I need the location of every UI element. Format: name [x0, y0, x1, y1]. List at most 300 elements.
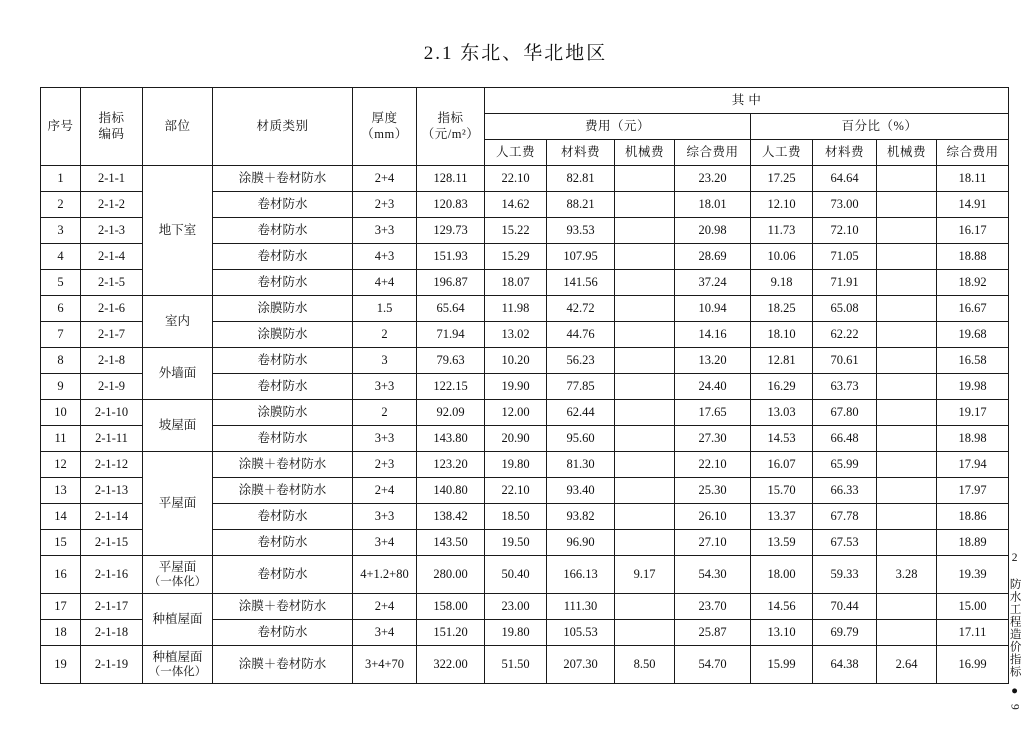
cell-percent-composite: 17.94	[937, 452, 1009, 478]
cell-cost-material: 105.53	[547, 620, 615, 646]
cell-percent-labor: 15.99	[751, 646, 813, 684]
cell-seq: 16	[41, 556, 81, 594]
cell-cost-machine	[615, 478, 675, 504]
cell-seq: 17	[41, 594, 81, 620]
cell-percent-material: 67.80	[813, 400, 877, 426]
header-percent-composite: 综合费用	[937, 140, 1009, 166]
cell-seq: 18	[41, 620, 81, 646]
cell-cost-material: 107.95	[547, 244, 615, 270]
cell-part: 室内	[143, 296, 213, 348]
cell-material: 涂膜＋卷材防水	[213, 452, 353, 478]
cell-material: 卷材防水	[213, 244, 353, 270]
cell-material: 卷材防水	[213, 348, 353, 374]
cell-thickness: 2	[353, 400, 417, 426]
page-title: 2.1 东北、华北地区	[423, 43, 608, 64]
cell-part: 平屋面	[143, 452, 213, 556]
cell-code: 2-1-6	[81, 296, 143, 322]
cell-index: 280.00	[417, 556, 485, 594]
header-percent-machine: 机械费	[877, 140, 937, 166]
cell-percent-machine	[877, 426, 937, 452]
cell-cost-labor: 12.00	[485, 400, 547, 426]
cell-index: 129.73	[417, 218, 485, 244]
cell-cost-machine	[615, 374, 675, 400]
header-index-line1: 指标	[437, 110, 464, 125]
cell-percent-material: 73.00	[813, 192, 877, 218]
cell-code: 2-1-4	[81, 244, 143, 270]
cell-seq: 11	[41, 426, 81, 452]
cell-cost-machine	[615, 296, 675, 322]
cell-cost-labor: 13.02	[485, 322, 547, 348]
cell-cost-machine	[615, 218, 675, 244]
cell-percent-composite: 19.68	[937, 322, 1009, 348]
cell-percent-labor: 11.73	[751, 218, 813, 244]
header-seq: 序号	[41, 88, 81, 166]
cell-percent-machine	[877, 296, 937, 322]
cell-thickness: 4+4	[353, 270, 417, 296]
cell-material: 卷材防水	[213, 192, 353, 218]
header-code-line1: 指标	[98, 110, 125, 125]
header-index	[417, 88, 485, 166]
cell-percent-machine	[877, 504, 937, 530]
table-row	[41, 646, 1009, 684]
cell-cost-composite: 54.30	[675, 556, 751, 594]
cell-percent-material: 65.08	[813, 296, 877, 322]
cell-thickness: 2+3	[353, 452, 417, 478]
cell-index: 123.20	[417, 452, 485, 478]
cell-index: 140.80	[417, 478, 485, 504]
cell-cost-labor: 22.10	[485, 478, 547, 504]
cell-percent-labor: 14.56	[751, 594, 813, 620]
side-note-text: 2 防水工程造价指标	[1008, 552, 1021, 679]
cell-material: 涂膜防水	[213, 400, 353, 426]
cell-cost-composite: 22.10	[675, 452, 751, 478]
cell-percent-material: 67.78	[813, 504, 877, 530]
cell-index: 79.63	[417, 348, 485, 374]
cell-part-line1: 种植屋面	[152, 649, 203, 664]
cell-cost-labor: 22.10	[485, 166, 547, 192]
cell-part-line1: 平屋面	[158, 559, 197, 574]
cell-percent-machine	[877, 218, 937, 244]
cost-index-table-container	[40, 87, 999, 684]
cell-part	[143, 646, 213, 684]
cell-code: 2-1-1	[81, 166, 143, 192]
cell-cost-material: 82.81	[547, 166, 615, 192]
cell-cost-composite: 23.70	[675, 594, 751, 620]
cell-cost-labor: 51.50	[485, 646, 547, 684]
cell-index: 71.94	[417, 322, 485, 348]
cell-percent-material: 71.91	[813, 270, 877, 296]
cell-thickness: 3+4	[353, 620, 417, 646]
header-cost-material: 材料费	[547, 140, 615, 166]
cell-percent-composite: 15.00	[937, 594, 1009, 620]
cell-code: 2-1-8	[81, 348, 143, 374]
cell-percent-material: 70.44	[813, 594, 877, 620]
cell-code: 2-1-7	[81, 322, 143, 348]
cell-percent-machine	[877, 530, 937, 556]
cell-index: 138.42	[417, 504, 485, 530]
cell-percent-machine	[877, 322, 937, 348]
cell-material: 卷材防水	[213, 556, 353, 594]
cell-percent-material: 64.38	[813, 646, 877, 684]
header-part: 部位	[143, 88, 213, 166]
cell-percent-composite: 18.98	[937, 426, 1009, 452]
cell-seq: 13	[41, 478, 81, 504]
cell-seq: 19	[41, 646, 81, 684]
cell-percent-material: 65.99	[813, 452, 877, 478]
cell-cost-machine	[615, 270, 675, 296]
cell-cost-material: 44.76	[547, 322, 615, 348]
cell-seq: 5	[41, 270, 81, 296]
header-cost-labor: 人工费	[485, 140, 547, 166]
cell-code: 2-1-14	[81, 504, 143, 530]
cell-cost-composite: 25.87	[675, 620, 751, 646]
cell-part: 坡屋面	[143, 400, 213, 452]
cell-percent-labor: 16.29	[751, 374, 813, 400]
cell-cost-composite: 23.20	[675, 166, 751, 192]
cell-material: 涂膜防水	[213, 322, 353, 348]
cell-part-line2: （一体化）	[148, 666, 207, 679]
cell-percent-labor: 17.25	[751, 166, 813, 192]
cell-cost-labor: 15.22	[485, 218, 547, 244]
cell-code: 2-1-5	[81, 270, 143, 296]
cell-cost-material: 95.60	[547, 426, 615, 452]
cell-percent-machine	[877, 192, 937, 218]
cell-cost-machine	[615, 348, 675, 374]
cell-index: 151.93	[417, 244, 485, 270]
cell-cost-composite: 27.10	[675, 530, 751, 556]
cell-thickness: 3+4	[353, 530, 417, 556]
cell-percent-composite: 19.39	[937, 556, 1009, 594]
cell-code: 2-1-9	[81, 374, 143, 400]
cell-percent-machine	[877, 374, 937, 400]
cell-cost-labor: 50.40	[485, 556, 547, 594]
header-percent-group: 百分比（%）	[751, 114, 1009, 140]
cell-cost-machine	[615, 452, 675, 478]
cell-cost-material: 88.21	[547, 192, 615, 218]
page-number-separator: ●	[1008, 684, 1021, 698]
cell-cost-machine	[615, 530, 675, 556]
cell-percent-labor: 9.18	[751, 270, 813, 296]
cell-index: 322.00	[417, 646, 485, 684]
cell-seq: 8	[41, 348, 81, 374]
page-number: 9	[1008, 704, 1021, 711]
cell-percent-material: 62.22	[813, 322, 877, 348]
cell-part	[143, 556, 213, 594]
header-among-which: 其 中	[485, 88, 1009, 114]
cell-seq: 15	[41, 530, 81, 556]
header-cost-machine: 机械费	[615, 140, 675, 166]
cell-seq: 14	[41, 504, 81, 530]
cell-cost-material: 207.30	[547, 646, 615, 684]
cell-cost-composite: 14.16	[675, 322, 751, 348]
cell-percent-labor: 13.59	[751, 530, 813, 556]
table-header	[41, 88, 1009, 166]
table-row	[41, 556, 1009, 594]
cell-index: 196.87	[417, 270, 485, 296]
cell-percent-composite: 16.17	[937, 218, 1009, 244]
cell-cost-labor: 18.50	[485, 504, 547, 530]
header-thickness	[353, 88, 417, 166]
cell-percent-machine: 2.64	[877, 646, 937, 684]
cell-cost-composite: 26.10	[675, 504, 751, 530]
cell-thickness: 3	[353, 348, 417, 374]
cell-percent-labor: 12.10	[751, 192, 813, 218]
cell-cost-machine: 8.50	[615, 646, 675, 684]
cell-cost-labor: 18.07	[485, 270, 547, 296]
cell-cost-material: 81.30	[547, 452, 615, 478]
cell-seq: 3	[41, 218, 81, 244]
cell-cost-machine	[615, 594, 675, 620]
cell-percent-machine	[877, 400, 937, 426]
cell-percent-labor: 18.25	[751, 296, 813, 322]
cost-index-table	[40, 87, 1009, 684]
cell-seq: 9	[41, 374, 81, 400]
cell-cost-material: 56.23	[547, 348, 615, 374]
cell-cost-labor: 10.20	[485, 348, 547, 374]
cell-percent-machine	[877, 478, 937, 504]
cell-cost-material: 77.85	[547, 374, 615, 400]
cell-index: 128.11	[417, 166, 485, 192]
cell-index: 122.15	[417, 374, 485, 400]
cell-percent-machine	[877, 594, 937, 620]
cell-material: 卷材防水	[213, 504, 353, 530]
cell-thickness: 2+3	[353, 192, 417, 218]
cell-cost-machine: 9.17	[615, 556, 675, 594]
header-cost-composite: 综合费用	[675, 140, 751, 166]
cell-percent-material: 72.10	[813, 218, 877, 244]
cell-cost-machine	[615, 322, 675, 348]
cell-material: 涂膜＋卷材防水	[213, 646, 353, 684]
cell-percent-labor: 10.06	[751, 244, 813, 270]
cell-percent-machine	[877, 452, 937, 478]
cell-cost-composite: 17.65	[675, 400, 751, 426]
cell-percent-labor: 13.37	[751, 504, 813, 530]
cell-material: 卷材防水	[213, 374, 353, 400]
cell-cost-machine	[615, 504, 675, 530]
cell-percent-machine	[877, 244, 937, 270]
cell-code: 2-1-3	[81, 218, 143, 244]
cell-cost-composite: 37.24	[675, 270, 751, 296]
cell-part: 种植屋面	[143, 594, 213, 646]
cell-cost-material: 93.82	[547, 504, 615, 530]
header-percent-labor: 人工费	[751, 140, 813, 166]
cell-percent-material: 69.79	[813, 620, 877, 646]
cell-percent-composite: 16.99	[937, 646, 1009, 684]
cell-material: 卷材防水	[213, 530, 353, 556]
cell-code: 2-1-11	[81, 426, 143, 452]
table-row	[41, 400, 1009, 426]
cell-percent-material: 64.64	[813, 166, 877, 192]
cell-code: 2-1-18	[81, 620, 143, 646]
cell-material: 卷材防水	[213, 426, 353, 452]
document-page	[0, 38, 1031, 743]
table-row	[41, 296, 1009, 322]
cell-percent-composite: 18.92	[937, 270, 1009, 296]
cell-percent-material: 70.61	[813, 348, 877, 374]
side-footer-note	[1003, 552, 1025, 715]
cell-index: 120.83	[417, 192, 485, 218]
cell-percent-labor: 15.70	[751, 478, 813, 504]
table-row	[41, 594, 1009, 620]
cell-seq: 6	[41, 296, 81, 322]
cell-material: 涂膜＋卷材防水	[213, 166, 353, 192]
cell-percent-composite: 14.91	[937, 192, 1009, 218]
cell-seq: 1	[41, 166, 81, 192]
cell-cost-machine	[615, 166, 675, 192]
cell-cost-machine	[615, 244, 675, 270]
header-row-1	[41, 88, 1009, 114]
cell-percent-material: 59.33	[813, 556, 877, 594]
cell-thickness: 3+4+70	[353, 646, 417, 684]
cell-code: 2-1-10	[81, 400, 143, 426]
cell-material: 卷材防水	[213, 620, 353, 646]
cell-cost-labor: 19.80	[485, 620, 547, 646]
cell-cost-machine	[615, 426, 675, 452]
cell-cost-composite: 28.69	[675, 244, 751, 270]
cell-thickness: 2	[353, 322, 417, 348]
cell-percent-material: 63.73	[813, 374, 877, 400]
cell-seq: 10	[41, 400, 81, 426]
cell-code: 2-1-16	[81, 556, 143, 594]
cell-percent-composite: 18.86	[937, 504, 1009, 530]
cell-code: 2-1-19	[81, 646, 143, 684]
cell-percent-labor: 18.00	[751, 556, 813, 594]
cell-percent-labor: 13.10	[751, 620, 813, 646]
cell-percent-material: 66.33	[813, 478, 877, 504]
header-index-line2: （元/m²）	[421, 126, 480, 141]
cell-thickness: 3+3	[353, 504, 417, 530]
cell-thickness: 2+4	[353, 594, 417, 620]
cell-index: 92.09	[417, 400, 485, 426]
cell-percent-composite: 17.97	[937, 478, 1009, 504]
cell-code: 2-1-17	[81, 594, 143, 620]
table-body	[41, 166, 1009, 684]
cell-thickness: 3+3	[353, 218, 417, 244]
cell-cost-material: 62.44	[547, 400, 615, 426]
cell-percent-composite: 19.98	[937, 374, 1009, 400]
cell-cost-composite: 13.20	[675, 348, 751, 374]
cell-percent-composite: 18.89	[937, 530, 1009, 556]
cell-part-line2: （一体化）	[148, 576, 207, 589]
table-row	[41, 166, 1009, 192]
cell-cost-composite: 54.70	[675, 646, 751, 684]
header-material: 材质类别	[213, 88, 353, 166]
cell-seq: 12	[41, 452, 81, 478]
cell-percent-material: 67.53	[813, 530, 877, 556]
cell-index: 143.50	[417, 530, 485, 556]
cell-cost-material: 111.30	[547, 594, 615, 620]
cell-code: 2-1-13	[81, 478, 143, 504]
cell-cost-labor: 11.98	[485, 296, 547, 322]
cell-material: 卷材防水	[213, 270, 353, 296]
cell-cost-material: 93.53	[547, 218, 615, 244]
cell-percent-machine	[877, 166, 937, 192]
cell-percent-machine: 3.28	[877, 556, 937, 594]
cell-percent-labor: 16.07	[751, 452, 813, 478]
header-percent-material: 材料费	[813, 140, 877, 166]
cell-cost-composite: 24.40	[675, 374, 751, 400]
cell-cost-labor: 15.29	[485, 244, 547, 270]
cell-percent-labor: 13.03	[751, 400, 813, 426]
cell-thickness: 3+3	[353, 426, 417, 452]
cell-percent-material: 66.48	[813, 426, 877, 452]
cell-cost-material: 42.72	[547, 296, 615, 322]
cell-thickness: 3+3	[353, 374, 417, 400]
cell-code: 2-1-12	[81, 452, 143, 478]
cell-cost-material: 93.40	[547, 478, 615, 504]
cell-cost-composite: 27.30	[675, 426, 751, 452]
cell-thickness: 4+1.2+80	[353, 556, 417, 594]
cell-code: 2-1-15	[81, 530, 143, 556]
cell-percent-composite: 17.11	[937, 620, 1009, 646]
cell-percent-material: 71.05	[813, 244, 877, 270]
header-code	[81, 88, 143, 166]
cell-index: 158.00	[417, 594, 485, 620]
cell-cost-machine	[615, 400, 675, 426]
cell-seq: 2	[41, 192, 81, 218]
cell-seq: 4	[41, 244, 81, 270]
cell-index: 65.64	[417, 296, 485, 322]
cell-index: 143.80	[417, 426, 485, 452]
header-cost-group: 费用（元）	[485, 114, 751, 140]
table-row	[41, 348, 1009, 374]
cell-thickness: 2+4	[353, 166, 417, 192]
cell-code: 2-1-2	[81, 192, 143, 218]
cell-percent-labor: 14.53	[751, 426, 813, 452]
cell-percent-machine	[877, 270, 937, 296]
cell-percent-composite: 16.67	[937, 296, 1009, 322]
cell-cost-material: 166.13	[547, 556, 615, 594]
cell-seq: 7	[41, 322, 81, 348]
header-thickness-line2: （mm）	[361, 126, 408, 141]
cell-cost-labor: 19.50	[485, 530, 547, 556]
cell-cost-labor: 19.90	[485, 374, 547, 400]
cell-cost-machine	[615, 620, 675, 646]
cell-cost-composite: 10.94	[675, 296, 751, 322]
cell-part: 外墙面	[143, 348, 213, 400]
cell-material: 涂膜＋卷材防水	[213, 594, 353, 620]
cell-cost-material: 141.56	[547, 270, 615, 296]
cell-cost-composite: 18.01	[675, 192, 751, 218]
cell-index: 151.20	[417, 620, 485, 646]
cell-cost-machine	[615, 192, 675, 218]
cell-cost-labor: 14.62	[485, 192, 547, 218]
cell-cost-composite: 20.98	[675, 218, 751, 244]
header-thickness-line1: 厚度	[371, 110, 398, 125]
header-code-line2: 编码	[98, 126, 125, 141]
cell-thickness: 2+4	[353, 478, 417, 504]
cell-cost-labor: 23.00	[485, 594, 547, 620]
cell-material: 涂膜防水	[213, 296, 353, 322]
cell-part: 地下室	[143, 166, 213, 296]
cell-percent-machine	[877, 348, 937, 374]
cell-percent-labor: 12.81	[751, 348, 813, 374]
cell-material: 涂膜＋卷材防水	[213, 478, 353, 504]
cell-percent-composite: 19.17	[937, 400, 1009, 426]
cell-cost-material: 96.90	[547, 530, 615, 556]
cell-cost-labor: 19.80	[485, 452, 547, 478]
cell-percent-composite: 18.11	[937, 166, 1009, 192]
cell-cost-labor: 20.90	[485, 426, 547, 452]
cell-thickness: 4+3	[353, 244, 417, 270]
cell-thickness: 1.5	[353, 296, 417, 322]
table-row	[41, 452, 1009, 478]
cell-percent-composite: 16.58	[937, 348, 1009, 374]
cell-material: 卷材防水	[213, 218, 353, 244]
cell-cost-composite: 25.30	[675, 478, 751, 504]
cell-percent-composite: 18.88	[937, 244, 1009, 270]
cell-percent-machine	[877, 620, 937, 646]
